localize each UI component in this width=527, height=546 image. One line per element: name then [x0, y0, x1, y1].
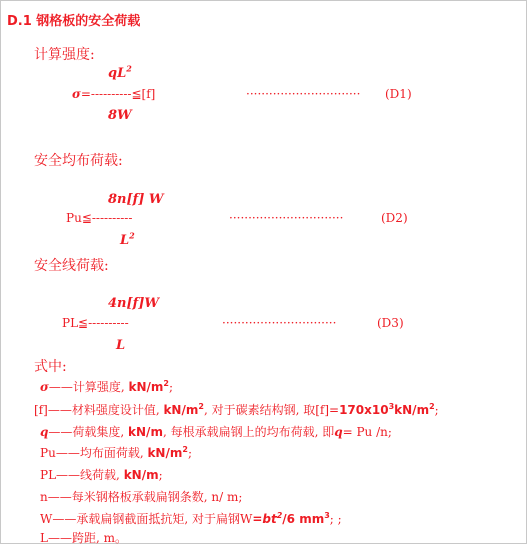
d2-equation-number: (D2) — [381, 211, 408, 225]
heading-uniform-load: 安全均布荷载: — [34, 153, 123, 169]
legend-row-l: L——跨距, m。 — [40, 531, 127, 545]
d1-leader-dots: ······························ — [246, 87, 361, 101]
legend-row-n: n——每米钢格板承载扁钢条数, n/ m; — [40, 490, 243, 504]
legend-heading: 式中: — [34, 359, 67, 375]
legend-row-sigma: σ——计算强度, $kN/m^2$; — [40, 379, 174, 394]
legend-row-f: [f]——材料强度设计值, $kN/m^2$, 对于碳素结构钢, 取$[f]=170x10^3kN/m^2$; — [34, 402, 439, 417]
section-title: D.1 钢格板的安全荷载 — [7, 14, 141, 29]
heading-line-load: 安全线荷载: — [34, 258, 109, 274]
d3-denominator: L — [116, 338, 126, 353]
heading-strength: 计算强度: — [34, 47, 95, 63]
d1-expression: σ=----------≦[f] — [72, 87, 156, 101]
d1-numerator: $qL^2$ — [108, 63, 132, 81]
d2-leader-dots: ······························ — [229, 211, 344, 225]
d3-expression: PL≦---------- — [62, 316, 129, 330]
d2-denominator: $L^2$ — [120, 230, 135, 248]
d3-numerator: 4n[f]W — [108, 296, 159, 311]
d1-equation-number: (D1) — [385, 87, 412, 101]
legend-row-q: q——荷载集度, kN/m, 每根承载扁钢上的均布荷载, 即q= Pu /n; — [40, 425, 392, 439]
legend-row-pu: Pu——均布面荷载, $kN/m^2$; — [40, 445, 192, 460]
d3-leader-dots: ······························ — [222, 316, 337, 330]
d3-equation-number: (D3) — [377, 316, 404, 330]
d2-numerator: 8n[f] W — [108, 192, 164, 207]
d2-expression: Pu≦---------- — [66, 211, 133, 225]
legend-row-pl: PL——线荷载, kN/m; — [40, 468, 163, 482]
d1-denominator: 8W — [108, 108, 132, 123]
legend-row-w: W——承载扁钢截面抵抗矩, 对于扁钢$W=bt^2/6$ $mm^3$; ; — [40, 511, 342, 526]
